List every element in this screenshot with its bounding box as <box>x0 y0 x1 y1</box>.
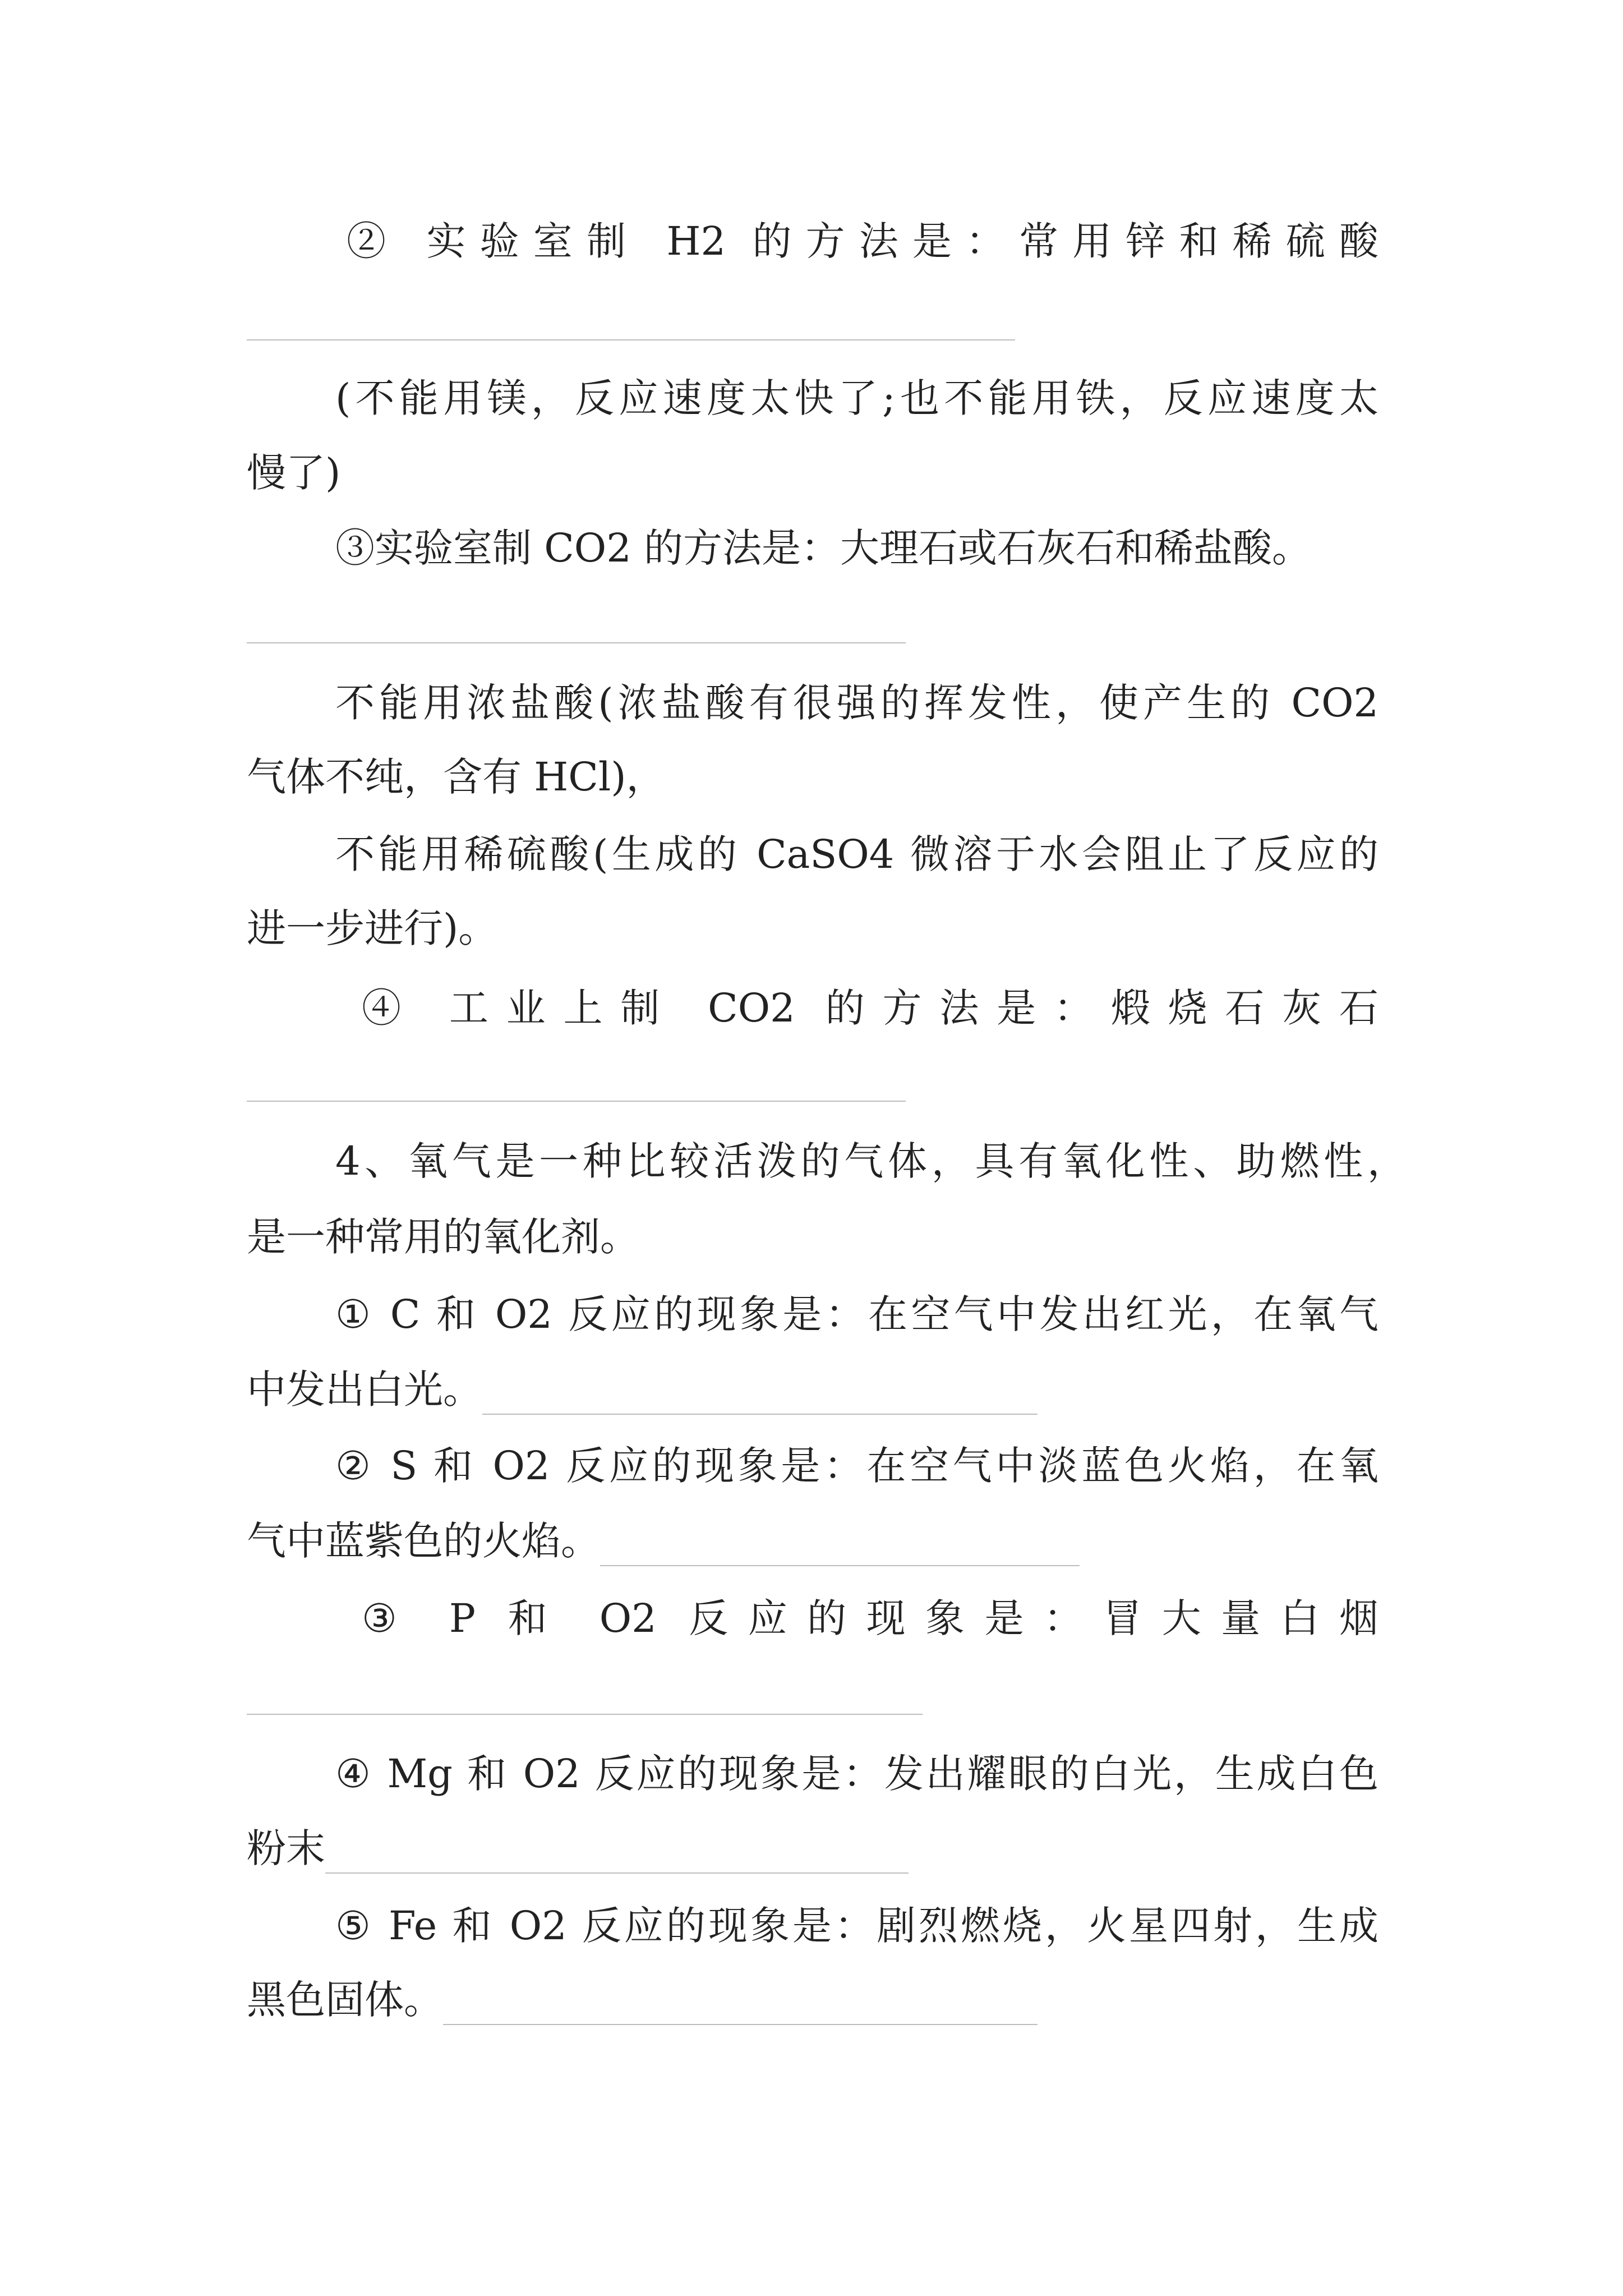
answer-blank-line <box>600 1525 1080 1566</box>
fe-o2-line-2 <box>247 1975 1038 2025</box>
answer-blank-line <box>247 1714 923 1715</box>
co2-note-2-line-2: 进一步进行)。 <box>247 905 498 951</box>
co2-note-1-line-1: 不能用浓盐酸(浓盐酸有很强的挥发性，使产生的 CO2 <box>335 680 1378 726</box>
h2-method-line: ② 实验室制 H2 的方法是：常用锌和稀硫酸 <box>347 218 1378 264</box>
c-o2-text: 中发出白光。 <box>247 1366 482 1412</box>
answer-blank-line <box>482 1373 1038 1415</box>
c-o2-line-2 <box>247 1364 1038 1415</box>
c-o2-line-1: ① C 和 O2 反应的现象是：在空气中发出红光，在氧气 <box>335 1291 1378 1337</box>
fe-o2-text: 黑色固体。 <box>247 1977 443 2023</box>
co2-note-1-line-2: 气体不纯，含有 HCl)， <box>247 754 666 800</box>
s-o2-line-1: ② S 和 O2 反应的现象是：在空气中淡蓝色火焰，在氧 <box>335 1443 1378 1489</box>
co2-industry-line: ④ 工业上制 CO2 的方法是：煅烧石灰石 <box>362 985 1378 1031</box>
answer-blank-line <box>247 1101 906 1102</box>
mg-o2-line-1: ④ Mg 和 O2 反应的现象是：发出耀眼的白光，生成白色 <box>335 1751 1378 1797</box>
oxygen-intro-line-1: 4、氧气是一种比较活泼的气体，具有氧化性、助燃性， <box>335 1138 1407 1184</box>
h2-note-line-1: (不能用镁，反应速度太快了;也不能用铁，反应速度太 <box>335 375 1378 421</box>
fe-o2-line-1: ⑤ Fe 和 O2 反应的现象是：剧烈燃烧，火星四射，生成 <box>335 1903 1378 1949</box>
mg-o2-line-2 <box>247 1823 909 1874</box>
oxygen-intro-line-2: 是一种常用的氧化剂。 <box>247 1214 639 1260</box>
co2-note-2-line-1: 不能用稀硫酸(生成的 CaSO4 微溶于水会阻止了反应的 <box>335 831 1378 877</box>
answer-blank-line <box>247 642 906 643</box>
p-o2-line: ③ P 和 O2 反应的现象是：冒大量白烟 <box>362 1595 1378 1641</box>
h2-note-line-2: 慢了) <box>247 450 341 496</box>
s-o2-line-2 <box>247 1516 1080 1566</box>
mg-o2-text: 粉末 <box>247 1825 325 1871</box>
answer-blank-line <box>443 1984 1038 2025</box>
s-o2-text: 气中蓝紫色的火焰。 <box>247 1518 600 1564</box>
answer-blank-line <box>247 339 1015 341</box>
answer-blank-line <box>325 1832 909 1874</box>
co2-lab-method-line: ③实验室制 CO2 的方法是：大理石或石灰石和稀盐酸。 <box>335 525 1311 571</box>
